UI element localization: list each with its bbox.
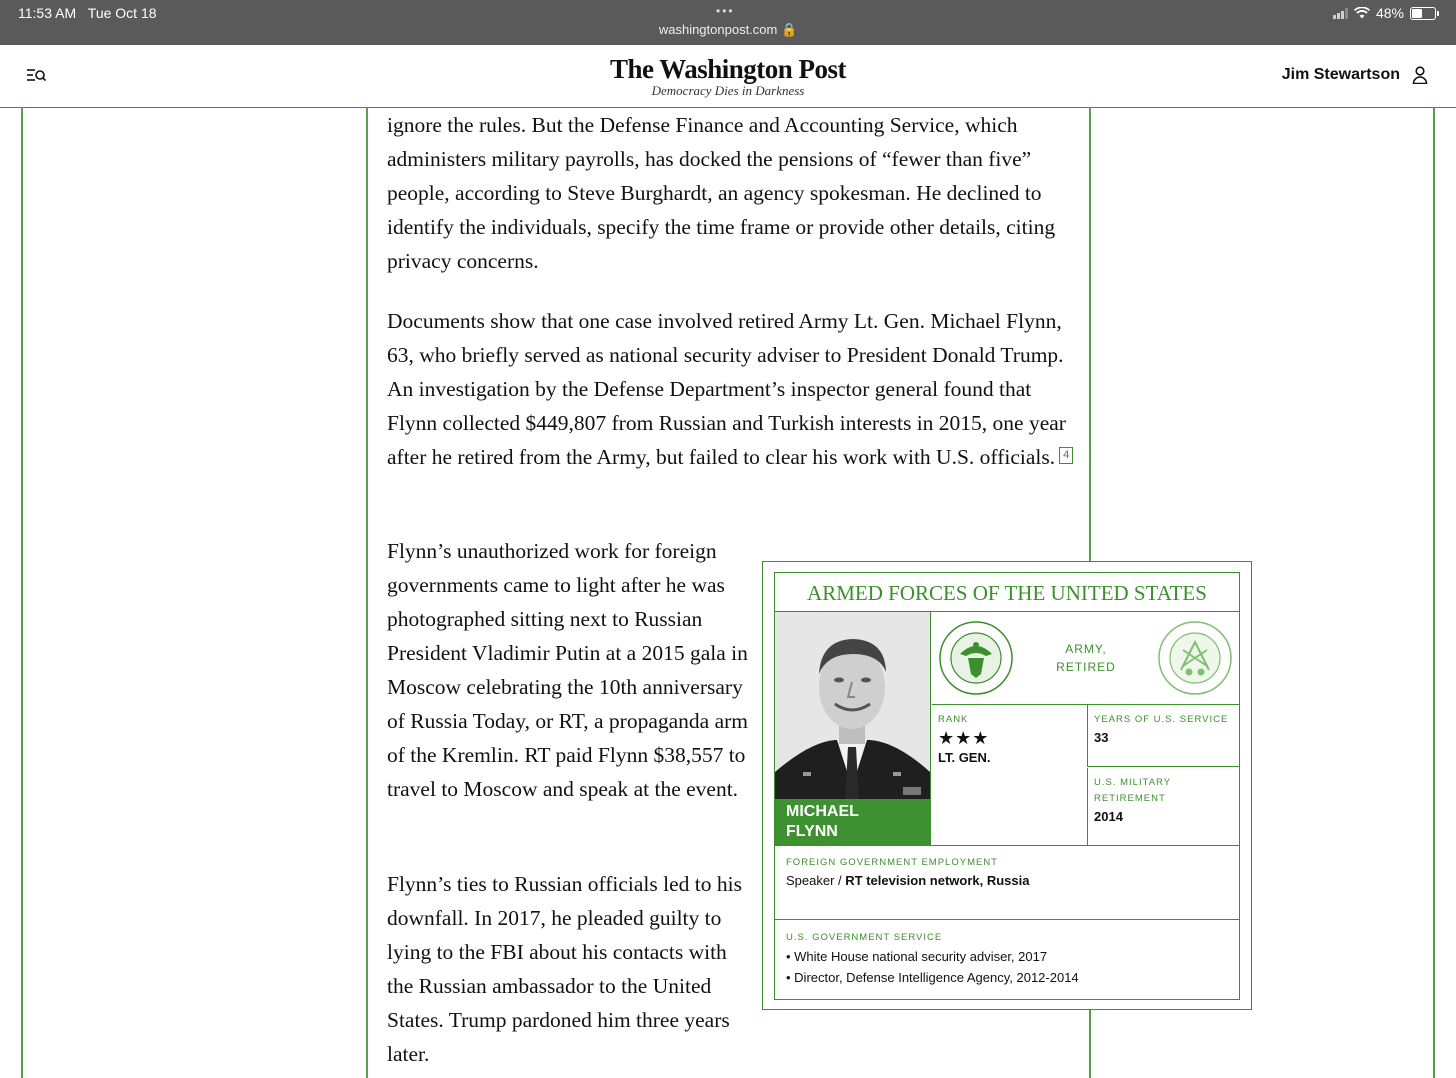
user-icon	[1412, 66, 1428, 84]
years-value: 33	[1094, 730, 1109, 745]
guide-line	[21, 107, 23, 1078]
rank-label: RANK	[938, 714, 969, 725]
multitasking-dots-icon[interactable]: •••	[716, 4, 735, 18]
article-paragraph: Documents show that one case involved retired Army Lt. Gen. Michael Flynn, 63, who briefly served as national security adviser to President Donald Trump. An investigation by the Defense Department’s inspector general found that Flynn collected $449,807 from Russian and Turkish interests in 2015, one year after he retired from the Army, but failed to clear his work with U.S. officials. 4	[387, 304, 1077, 474]
years-label: YEARS OF U.S. SERVICE	[1094, 714, 1229, 725]
id-card-inner	[774, 572, 1240, 1000]
government-service-label: U.S. GOVERNMENT SERVICE	[786, 932, 943, 943]
foreign-employment-value: Speaker / RT television network, Russia	[786, 873, 1030, 888]
article-paragraph: Flynn’s unauthorized work for foreign governments came to light after he was photographed sitting next to Russian President Vladimir Putin at a 2015 gala in Moscow celebrating the 10th anniversary of Russia Today, or RT, a propaganda arm of the Kremlin. RT paid Flynn $38,557 to travel to Moscow and speak at the event.	[387, 539, 749, 801]
seals-row	[932, 612, 1239, 705]
battery-icon	[1410, 7, 1436, 20]
retirement-label: U.S. MILITARY RETIREMENT	[1094, 777, 1172, 804]
user-name: Jim Stewartson	[1281, 66, 1400, 83]
logo-tagline: Democracy Dies in Darkness	[651, 83, 805, 98]
retirement-cell	[1087, 768, 1239, 845]
branch-status: ARMY, RETIRED	[1056, 642, 1116, 674]
logo-wordmark: The Washington Post	[609, 54, 847, 84]
first-name: MICHAEL	[786, 803, 859, 820]
guide-line	[1433, 107, 1435, 1078]
name-plate	[775, 799, 930, 845]
foreign-employment-label: FOREIGN GOVERNMENT EMPLOYMENT	[786, 857, 998, 868]
status-time: 11:53 AM Tue Oct 18	[18, 5, 157, 21]
rank-cell	[932, 705, 1086, 845]
foreign-employment-cell	[775, 845, 1239, 920]
site-logo[interactable]	[528, 55, 928, 98]
article-paragraph: Flynn’s ties to Russian officials led to his downfall. In 2017, he pleaded guilty to lying to the FBI about his contacts with the Russian ambassador to the United States. Trump pardoned him three years later.	[387, 872, 742, 1066]
status-bar	[0, 0, 1456, 45]
user-account-button[interactable]	[1282, 66, 1428, 84]
department-of-defense-seal-icon	[938, 620, 1014, 696]
military-id-card	[762, 561, 1252, 1010]
last-name: FLYNN	[786, 823, 838, 840]
status-indicators	[1333, 5, 1436, 21]
portrait-photo	[775, 612, 931, 845]
battery-percent: 48%	[1375, 5, 1404, 21]
address-bar-url[interactable]: washingtonpost.com 🔒	[658, 22, 798, 37]
rank-value: LT. GEN.	[938, 750, 991, 765]
menu-search-icon[interactable]	[26, 67, 46, 85]
government-service-item: • Director, Defense Intelligence Agency, 2012-2014	[786, 970, 1079, 985]
footnote-link[interactable]: 4	[1059, 447, 1073, 464]
government-service-cell	[775, 921, 1239, 999]
years-of-service-cell	[1087, 705, 1239, 767]
department-of-the-army-seal-icon	[1157, 620, 1233, 696]
guide-line	[366, 107, 368, 1078]
article-paragraph: ignore the rules. But the Defense Finance and Accounting Service, which administers military payrolls, has docked the pensions of “fewer than five” people, according to Steve Burghardt, an agency spokesman. He declined to identify the individuals, specify the time frame or provide other details, citing privacy concerns.	[387, 113, 1056, 273]
status-date: Tue Oct 18	[87, 5, 157, 21]
wifi-icon	[1354, 7, 1370, 19]
cellular-signal-icon	[1333, 8, 1348, 19]
retirement-value: 2014	[1094, 809, 1123, 824]
rank-stars-icon: ★★★	[938, 728, 990, 748]
site-header	[0, 45, 1456, 108]
battery-fill	[1412, 9, 1422, 18]
government-service-item: • White House national security adviser, 2017	[786, 949, 1048, 964]
card-title: ARMED FORCES OF THE UNITED STATES	[775, 573, 1239, 612]
